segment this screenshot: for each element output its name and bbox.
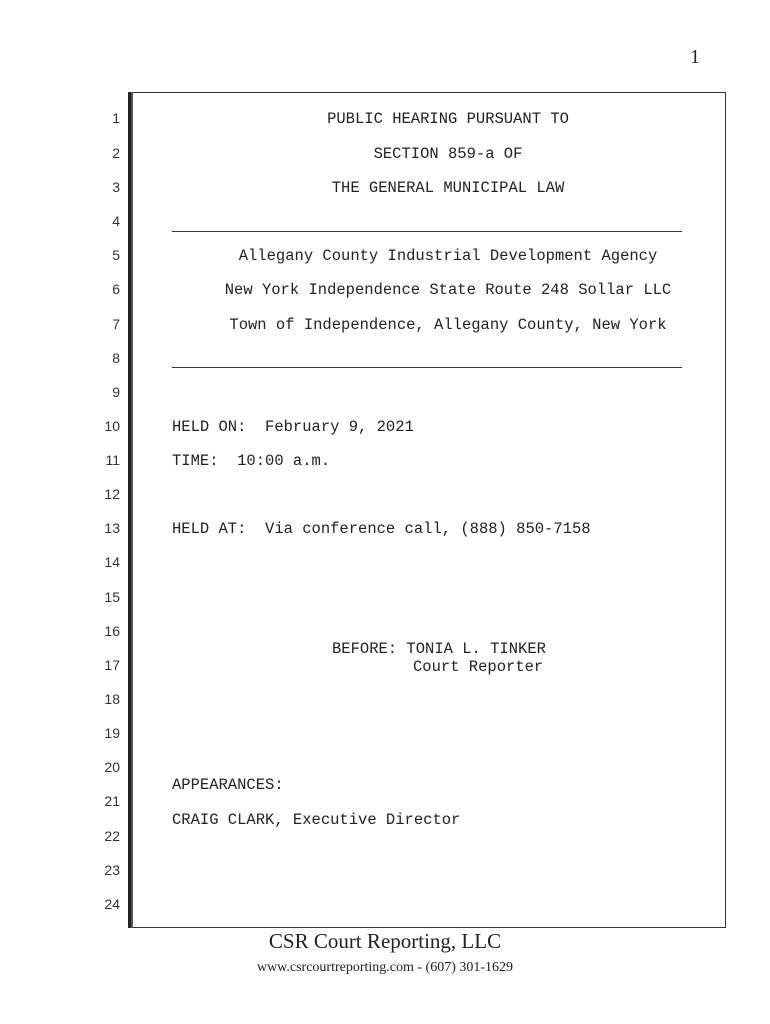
footer-company: CSR Court Reporting, LLC xyxy=(268,929,502,953)
divider-top xyxy=(172,231,682,232)
line-number: 4 xyxy=(112,213,120,229)
hearing-time: TIME: 10:00 a.m. xyxy=(172,452,331,470)
transcript-margin-rule xyxy=(131,92,133,928)
appearances-label: APPEARANCES: xyxy=(172,776,284,794)
hearing-title-line-1: PUBLIC HEARING PURSUANT TO xyxy=(327,110,569,128)
line-number: 10 xyxy=(104,418,120,434)
line-number: 22 xyxy=(104,828,120,844)
line-number: 15 xyxy=(104,589,120,605)
project-name: New York Independence State Route 248 Sollar LLC xyxy=(224,281,672,299)
appearance-entry: CRAIG CLARK, Executive Director xyxy=(172,811,461,829)
line-number: 11 xyxy=(105,452,120,468)
held-on: HELD ON: February 9, 2021 xyxy=(172,418,414,436)
before-reporter: BEFORE: TONIA L. TINKER xyxy=(332,640,546,658)
line-number: 17 xyxy=(104,657,120,673)
line-number: 16 xyxy=(104,623,120,639)
line-number: 14 xyxy=(104,554,120,570)
held-at: HELD AT: Via conference call, (888) 850-7158 xyxy=(172,520,591,538)
transcript-frame xyxy=(128,92,726,928)
line-number: 3 xyxy=(112,179,120,195)
line-number: 13 xyxy=(104,520,120,536)
line-number: 2 xyxy=(112,145,120,161)
agency-name: Allegany County Industrial Development Agency xyxy=(238,247,658,265)
line-number: 9 xyxy=(112,384,120,400)
line-number: 19 xyxy=(104,725,120,741)
line-number: 18 xyxy=(104,691,120,707)
footer-contact: www.csrcourtreporting.com - (607) 301-1629 xyxy=(256,960,514,975)
line-number: 20 xyxy=(104,759,120,775)
hearing-title-line-3: THE GENERAL MUNICIPAL LAW xyxy=(331,179,565,197)
project-location: Town of Independence, Allegany County, New York xyxy=(229,316,667,334)
line-number: 6 xyxy=(112,281,120,297)
reporter-title: Court Reporter xyxy=(413,658,544,676)
line-number: 7 xyxy=(112,316,120,332)
divider-bottom xyxy=(172,367,682,368)
line-number: 23 xyxy=(104,862,120,878)
line-number: 1 xyxy=(112,110,120,126)
line-number: 21 xyxy=(104,793,120,809)
page-number: 1 xyxy=(690,46,700,68)
line-number: 8 xyxy=(112,350,120,366)
line-number: 24 xyxy=(104,896,120,912)
line-number: 12 xyxy=(104,486,120,502)
line-number: 5 xyxy=(112,247,120,263)
hearing-title-line-2: SECTION 859-a OF xyxy=(373,145,523,163)
